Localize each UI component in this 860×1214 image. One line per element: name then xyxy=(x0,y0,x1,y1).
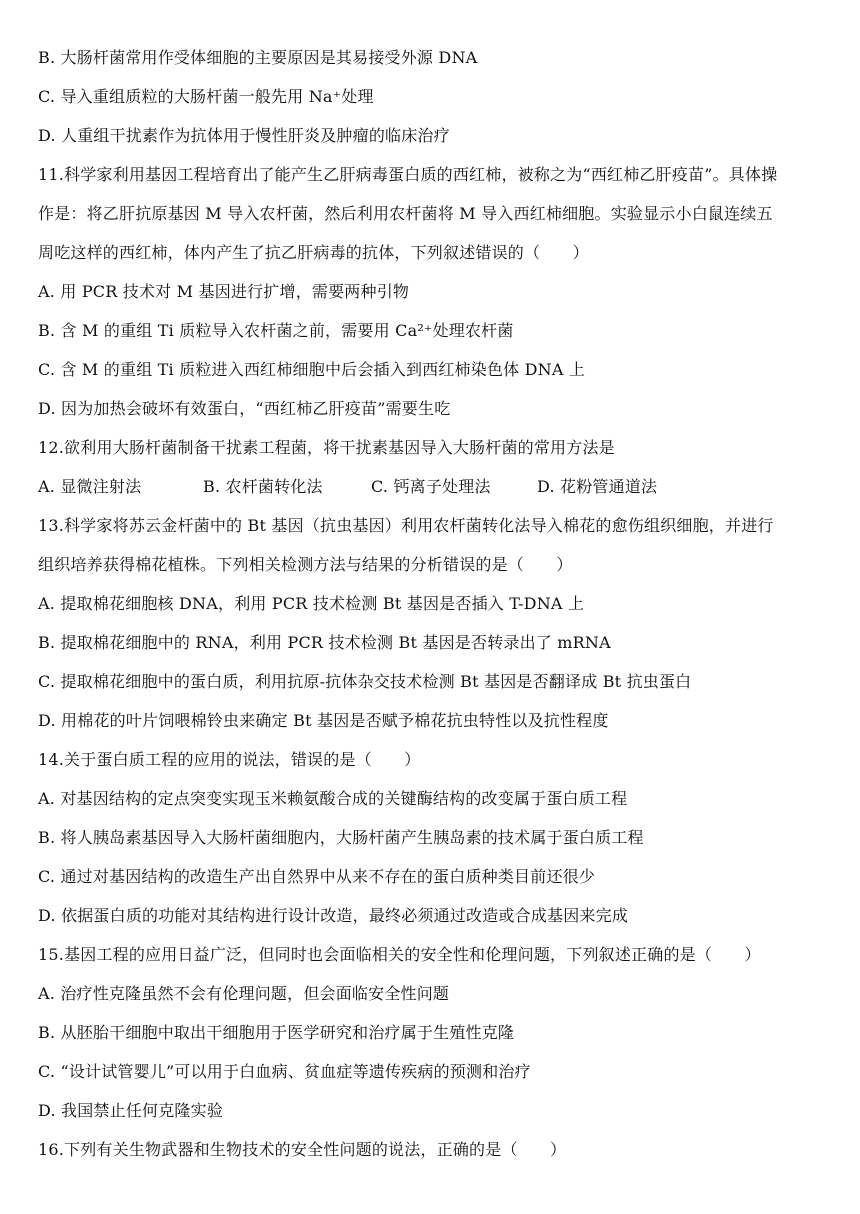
q15-option-a: A. 治疗性克隆虽然不会有伦理问题，但会面临安全性问题 xyxy=(38,984,450,1003)
q14-option-d: D. 依据蛋白质的功能对其结构进行设计改造，最终必须通过改造或合成基因来完成 xyxy=(38,906,629,925)
q11-option-c: C. 含 M 的重组 Ti 质粒进入西红柿细胞中后会插入到西红柿染色体 DNA 上 xyxy=(38,360,586,379)
q13-stem-line-1: 13.科学家将苏云金杆菌中的 Bt 基因（抗虫基因）利用农杆菌转化法导入棉花的愈伤组织细胞，并进行 xyxy=(38,516,774,535)
q13-option-b: B. 提取棉花细胞中的 RNA，利用 PCR 技术检测 Bt 基因是否转录出了 mRNA xyxy=(38,633,611,652)
q15-stem: 15.基因工程的应用日益广泛，但同时也会面临相关的安全性和伦理问题，下列叙述正确的是（ ） xyxy=(38,945,761,964)
q13-option-c: C. 提取棉花细胞中的蛋白质，利用抗原-抗体杂交技术检测 Bt 基因是否翻译成 Bt 抗虫蛋白 xyxy=(38,672,692,691)
q11-stem-line-2: 作是：将乙肝抗原基因 M 导入农杆菌，然后利用农杆菌将 M 导入西红柿细胞。实验显示小白鼠连续五 xyxy=(38,204,773,223)
q11-stem-line-1: 11.科学家利用基因工程培育出了能产生乙肝病毒蛋白质的西红柿，被称之为“西红柿乙肝疫苗”。具体操 xyxy=(38,165,778,184)
q15-option-c: C. “设计试管婴儿”可以用于白血病、贫血症等遗传疾病的预测和治疗 xyxy=(38,1062,531,1081)
q13-stem-line-2: 组织培养获得棉花植株。下列相关检测方法与结果的分析错误的是（ ） xyxy=(38,555,573,574)
q11-stem-line-3: 周吃这样的西红柿，体内产生了抗乙肝病毒的抗体，下列叙述错误的（ ） xyxy=(38,243,589,262)
q14-option-c: C. 通过对基因结构的改造生产出自然界中从来不存在的蛋白质种类目前还很少 xyxy=(38,867,596,886)
q15-option-d: D. 我国禁止任何克隆实验 xyxy=(38,1101,224,1120)
q10-option-b: B. 大肠杆菌常用作受体细胞的主要原因是其易接受外源 DNA xyxy=(38,48,478,67)
q12-option-a: A. 显微注射法 xyxy=(38,477,142,496)
q11-option-a: A. 用 PCR 技术对 M 基因进行扩增，需要两种引物 xyxy=(38,282,410,301)
q10-option-d: D. 人重组干扰素作为抗体用于慢性肝炎及肿瘤的临床治疗 xyxy=(38,126,450,145)
q10-option-c: C. 导入重组质粒的大肠杆菌一般先用 Na⁺处理 xyxy=(38,87,374,106)
q11-option-b: B. 含 M 的重组 Ti 质粒导入农杆菌之前，需要用 Ca²⁺处理农杆菌 xyxy=(38,321,514,340)
q15-option-b: B. 从胚胎干细胞中取出干细胞用于医学研究和治疗属于生殖性克隆 xyxy=(38,1023,515,1042)
q14-option-b: B. 将人胰岛素基因导入大肠杆菌细胞内，大肠杆菌产生胰岛素的技术属于蛋白质工程 xyxy=(38,828,644,847)
q13-option-a: A. 提取棉花细胞核 DNA，利用 PCR 技术检测 Bt 基因是否插入 T-DNA 上 xyxy=(38,594,585,613)
q12-option-b: B. 农杆菌转化法 xyxy=(203,477,323,496)
q14-option-a: A. 对基因结构的定点突变实现玉米赖氨酸合成的关键酶结构的改变属于蛋白质工程 xyxy=(38,789,628,808)
q13-option-d: D. 用棉花的叶片饲喂棉铃虫来确定 Bt 基因是否赋予棉花抗虫特性以及抗性程度 xyxy=(38,711,609,730)
q12-stem: 12.欲利用大肠杆菌制备干扰素工程菌，将干扰素基因导入大肠杆菌的常用方法是 xyxy=(38,438,615,457)
q12-options-row xyxy=(38,474,826,500)
q12-option-c: C. 钙离子处理法 xyxy=(371,477,491,496)
q14-stem: 14.关于蛋白质工程的应用的说法，错误的是（ ） xyxy=(38,750,421,769)
q11-option-d: D. 因为加热会破坏有效蛋白，“西红柿乙肝疫苗”需要生吃 xyxy=(38,399,451,418)
q16-stem: 16.下列有关生物武器和生物技术的安全性问题的说法，正确的是（ ） xyxy=(38,1140,567,1159)
q12-option-d: D. 花粉管通道法 xyxy=(537,477,658,496)
